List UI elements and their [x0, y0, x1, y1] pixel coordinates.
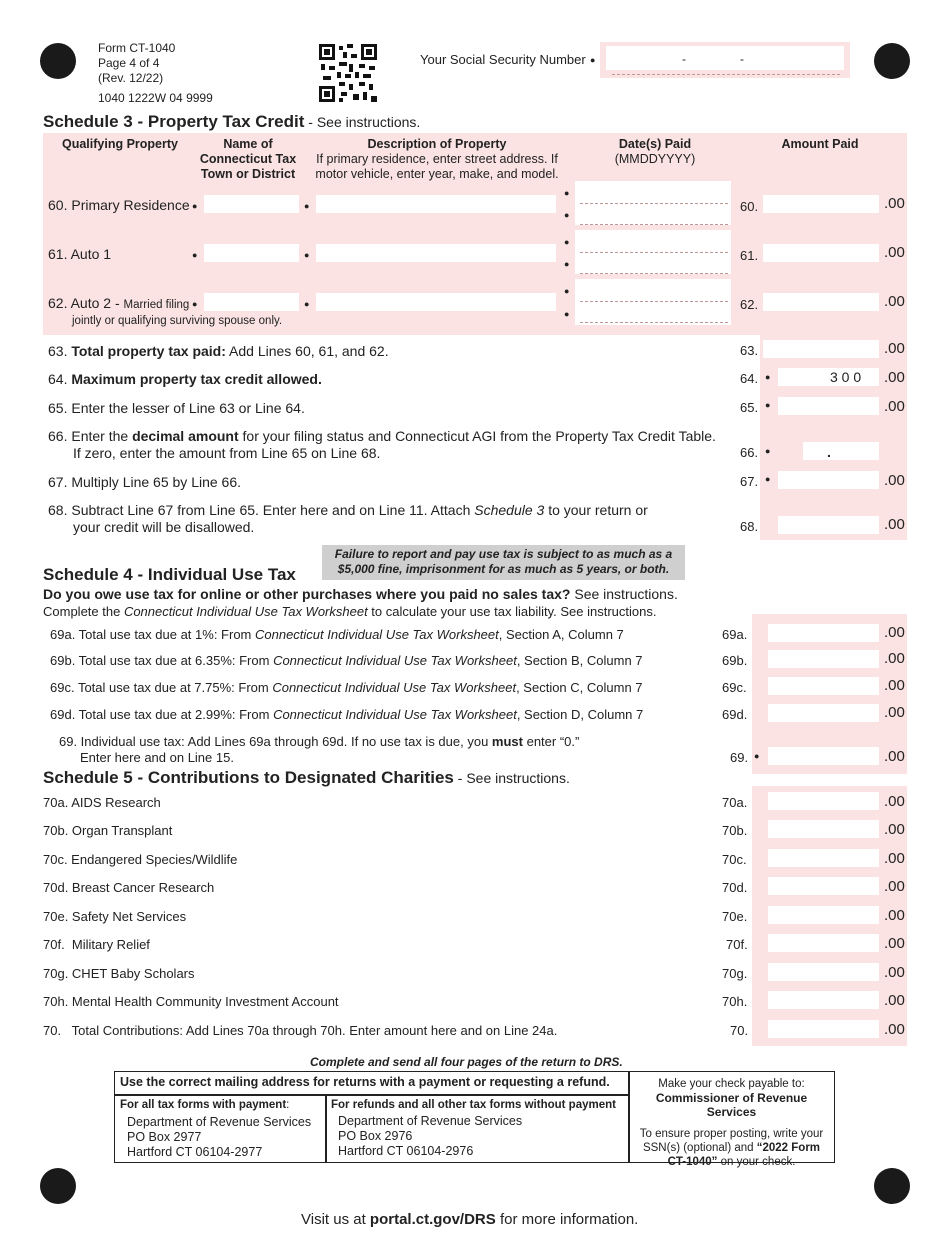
form-code: 1040 1222W 04 9999 [98, 91, 213, 105]
line-69d-input[interactable] [768, 704, 879, 722]
line-61-date-bullet-2: ● [564, 259, 570, 269]
mailing-instruction: Use the correct mailing address for returns with a payment or requesting a refund. [120, 1075, 610, 1089]
line-70g-cents: .00 [884, 964, 905, 981]
line-70h-cents: .00 [884, 992, 905, 1009]
line-69a-cents: .00 [884, 624, 905, 641]
line-68-input[interactable] [778, 516, 879, 534]
ssn-dash-1: - [682, 52, 686, 66]
line-65-bullet: ● [765, 400, 771, 410]
line-69d-cents: .00 [884, 704, 905, 721]
line-70b-cents: .00 [884, 821, 905, 838]
line-69b-number: 69b. [722, 653, 748, 668]
line-70a-number: 70a. [722, 795, 748, 810]
line-70-number: 70. [730, 1023, 749, 1038]
line-69c-label: 69c. Total use tax due at 7.75%: From Connecticut Individual Use Tax Worksheet, Section C, Column 7 [50, 680, 643, 695]
line-60-label: 60. Primary Residence [48, 197, 190, 213]
line-70-input[interactable] [768, 1020, 879, 1038]
line-61-date-bullet-1: ● [564, 237, 570, 247]
col-qualifying: Qualifying Property [62, 137, 178, 151]
line-66-bullet: ● [765, 446, 771, 456]
line-69b-input[interactable] [768, 650, 879, 668]
check-payable-info: Make your check payable to: Commissioner of Revenue Services To ensure proper posting, write your SSN(s) (optional) and “2022 Form CT-1040” on your check. [639, 1078, 824, 1168]
line-70a-label: 70a. AIDS Research [43, 795, 161, 810]
line-66-label-2: If zero, enter the amount from Line 65 on Line 68. [73, 445, 381, 461]
line-68-cents: .00 [884, 516, 905, 533]
line-70c-input[interactable] [768, 849, 879, 867]
line-69c-number: 69c. [722, 680, 747, 695]
line-60-amount-input[interactable] [763, 195, 879, 213]
form-id: Form CT-1040 [98, 41, 176, 55]
line-70h-number: 70h. [722, 994, 748, 1009]
line-61-label: 61. Auto 1 [48, 246, 112, 262]
revision: (Rev. 12/22) [98, 71, 164, 85]
line-68-label-2: your credit will be disallowed. [73, 519, 255, 535]
line-60-desc-input[interactable] [316, 195, 556, 213]
line-65-label: 65. Enter the lesser of Line 63 or Line 64. [48, 400, 305, 416]
line-60-date-bullet-2: ● [564, 210, 570, 220]
page-number: Page 4 of 4 [98, 56, 160, 70]
schedule-4-instructions: Complete the Connecticut Individual Use Tax Worksheet to calculate your use tax liability. See instructions. [43, 604, 657, 619]
line-60-date-bullet-1: ● [564, 188, 570, 198]
line-70-cents: .00 [884, 1021, 905, 1038]
ssn-dash-2: - [740, 52, 744, 66]
line-69-number: 69. [730, 750, 749, 765]
footer-visit: Visit us at portal.ct.gov/DRS for more information. [301, 1211, 639, 1228]
line-61-bullet-a: ● [192, 250, 198, 260]
line-62-date-underline-2 [580, 322, 728, 323]
line-60-town-input[interactable] [204, 195, 299, 213]
line-66-label: 66. Enter the decimal amount for your filing status and Connecticut AGI from the Property Tax Credit Table. [48, 428, 716, 444]
col-date: Date(s) Paid (MMDDYYYY) [614, 137, 696, 166]
line-60-date-underline-1 [580, 203, 728, 204]
line-62-sublabel: jointly or qualifying surviving spouse only. [72, 315, 283, 327]
line-70h-label: 70h. Mental Health Community Investment Account [43, 994, 339, 1009]
with-payment-heading: For all tax forms with payment: [120, 1099, 290, 1111]
line-60-bullet-b: ● [304, 201, 310, 211]
registration-mark-top-left [40, 43, 76, 79]
refund-address: Department of Revenue Services PO Box 2976 Hartford CT 06104-2976 [338, 1114, 523, 1158]
line-69a-number: 69a. [722, 627, 748, 642]
line-67-bullet: ● [765, 474, 771, 484]
line-70a-cents: .00 [884, 793, 905, 810]
registration-mark-top-right [874, 43, 910, 79]
mailing-divider-vertical-2 [325, 1094, 327, 1163]
line-70f-number: 70f. [726, 937, 748, 952]
line-70h-input[interactable] [768, 991, 879, 1009]
line-66-input[interactable] [803, 442, 879, 460]
schedule-4-question: Do you owe use tax for online or other purchases where you paid no sales tax? See instructions. [43, 586, 678, 602]
line-62-cents: .00 [884, 293, 905, 310]
line-70b-number: 70b. [722, 823, 748, 838]
refund-heading: For refunds and all other tax forms without payment [331, 1099, 616, 1111]
line-61-desc-input[interactable] [316, 244, 556, 262]
line-70e-input[interactable] [768, 906, 879, 924]
mailing-divider-horizontal [115, 1094, 629, 1096]
line-69b-label: 69b. Total use tax due at 6.35%: From Connecticut Individual Use Tax Worksheet, Section B, Column 7 [50, 653, 643, 668]
line-63-number: 63. [740, 343, 759, 358]
line-63-input[interactable] [763, 340, 879, 358]
with-payment-address: Department of Revenue Services PO Box 2977 Hartford CT 06104-2977 [127, 1115, 312, 1159]
line-61-town-input[interactable] [204, 244, 299, 262]
line-69d-label: 69d. Total use tax due at 2.99%: From Connecticut Individual Use Tax Worksheet, Section D, Column 7 [50, 707, 644, 722]
line-70b-label: 70b. Organ Transplant [43, 823, 173, 838]
line-67-cents: .00 [884, 472, 905, 489]
line-62-date-bullet-1: ● [564, 286, 570, 296]
line-61-number: 61. [740, 248, 759, 263]
line-64-number: 64. [740, 371, 759, 386]
line-70f-input[interactable] [768, 934, 879, 952]
line-70d-cents: .00 [884, 878, 905, 895]
col-name: Name of Connecticut Tax Town or District [199, 137, 297, 181]
line-64-value: 3 0 0 [830, 369, 862, 385]
line-69-label-2: Enter here and on Line 15. [80, 750, 234, 765]
line-62-amount-input[interactable] [763, 293, 879, 311]
line-64-label: 64. Maximum property tax credit allowed. [48, 371, 322, 387]
line-65-number: 65. [740, 400, 759, 415]
line-62-date-underline-1 [580, 301, 728, 302]
line-60-bullet-a: ● [192, 201, 198, 211]
line-67-label: 67. Multiply Line 65 by Line 66. [48, 474, 242, 490]
registration-mark-bottom-right [874, 1168, 910, 1204]
col-desc: Description of Property If primary residence, enter street address. If motor vehicle, enter year, make, and model. [315, 137, 559, 181]
use-tax-warning: Failure to report and pay use tax is subject to as much as a $5,000 fine, imprisonment for as much as 5 years, or both. [322, 545, 685, 580]
line-70b-input[interactable] [768, 820, 879, 838]
line-69-bullet: ● [754, 751, 760, 761]
line-65-cents: .00 [884, 398, 905, 415]
line-70e-number: 70e. [722, 909, 748, 924]
line-69c-cents: .00 [884, 677, 905, 694]
line-69a-input[interactable] [768, 624, 879, 642]
line-70g-number: 70g. [722, 966, 748, 981]
line-64-bullet: ● [765, 372, 771, 382]
qr-code-icon [319, 44, 377, 102]
line-69-label: 69. Individual use tax: Add Lines 69a through 69d. If no use tax is due, you must enter “0.” [59, 734, 580, 749]
line-62-date-bullet-2: ● [564, 309, 570, 319]
line-69b-cents: .00 [884, 650, 905, 667]
line-62-bullet-a: ● [192, 299, 198, 309]
line-64-cents: .00 [884, 369, 905, 386]
line-61-bullet-b: ● [304, 250, 310, 260]
line-69-cents: .00 [884, 748, 905, 765]
line-70f-label: 70f. Military Relief [43, 937, 150, 952]
line-70-label: 70. Total Contributions: Add Lines 70a through 70h. Enter amount here and on Line 24a. [43, 1023, 558, 1038]
line-69d-number: 69d. [722, 707, 748, 722]
line-66-decimal: . [827, 444, 831, 460]
schedule-4-title: Schedule 4 - Individual Use Tax [43, 565, 296, 584]
line-62-desc-input[interactable] [316, 293, 556, 311]
ssn-label: Your Social Security Number [420, 52, 586, 67]
line-70c-cents: .00 [884, 850, 905, 867]
line-65-input[interactable] [778, 397, 879, 415]
lines-63-68-column-bg [760, 335, 907, 540]
schedule-3-title: Schedule 3 - Property Tax Credit - See instructions. [43, 112, 421, 131]
line-70d-label: 70d. Breast Cancer Research [43, 880, 215, 895]
line-70g-input[interactable] [768, 963, 879, 981]
line-66-number: 66. [740, 445, 759, 460]
line-61-date-underline-1 [580, 252, 728, 253]
line-68-label: 68. Subtract Line 67 from Line 65. Enter here and on Line 11. Attach Schedule 3 to your return or [48, 502, 648, 518]
line-61-amount-input[interactable] [763, 244, 879, 262]
line-70a-input[interactable] [768, 792, 879, 810]
line-69-input[interactable] [768, 747, 879, 765]
line-62-label: 62. Auto 2 - Married filing [48, 295, 190, 311]
line-70d-number: 70d. [722, 880, 748, 895]
schedule-5-title: Schedule 5 - Contributions to Designated Charities - See instructions. [43, 768, 570, 787]
line-63-label: 63. Total property tax paid: Add Lines 60, 61, and 62. [48, 343, 389, 359]
ssn-box [600, 42, 850, 78]
line-67-input[interactable] [778, 471, 879, 489]
line-60-number: 60. [740, 199, 759, 214]
line-62-bullet-b: ● [304, 299, 310, 309]
drs-portal-link[interactable]: portal.ct.gov/DRS [369, 1211, 496, 1228]
ssn-underline [612, 74, 840, 75]
ssn-input[interactable] [606, 46, 844, 70]
line-68-number: 68. [740, 519, 759, 534]
line-70e-cents: .00 [884, 907, 905, 924]
col-amount: Amount Paid [781, 137, 859, 151]
line-70g-label: 70g. CHET Baby Scholars [43, 966, 195, 981]
line-60-date-underline-2 [580, 224, 728, 225]
line-67-number: 67. [740, 474, 759, 489]
line-70d-input[interactable] [768, 877, 879, 895]
line-70c-number: 70c. [722, 852, 747, 867]
line-61-date-underline-2 [580, 273, 728, 274]
line-61-cents: .00 [884, 244, 905, 261]
line-62-date-input[interactable] [575, 279, 731, 325]
line-60-cents: .00 [884, 195, 905, 212]
line-70c-label: 70c. Endangered Species/Wildlife [43, 852, 238, 867]
line-62-town-input[interactable] [204, 293, 299, 311]
line-69a-label: 69a. Total use tax due at 1%: From Connecticut Individual Use Tax Worksheet, Section A, Column 7 [50, 627, 624, 642]
line-64-input [778, 368, 879, 386]
ssn-bullet: ● [590, 55, 596, 65]
send-all-pages-note: Complete and send all four pages of the return to DRS. [310, 1055, 623, 1069]
line-70e-label: 70e. Safety Net Services [43, 909, 187, 924]
line-62-number: 62. [740, 297, 759, 312]
registration-mark-bottom-left [40, 1168, 76, 1204]
line-63-cents: .00 [884, 340, 905, 357]
line-69c-input[interactable] [768, 677, 879, 695]
line-70f-cents: .00 [884, 935, 905, 952]
